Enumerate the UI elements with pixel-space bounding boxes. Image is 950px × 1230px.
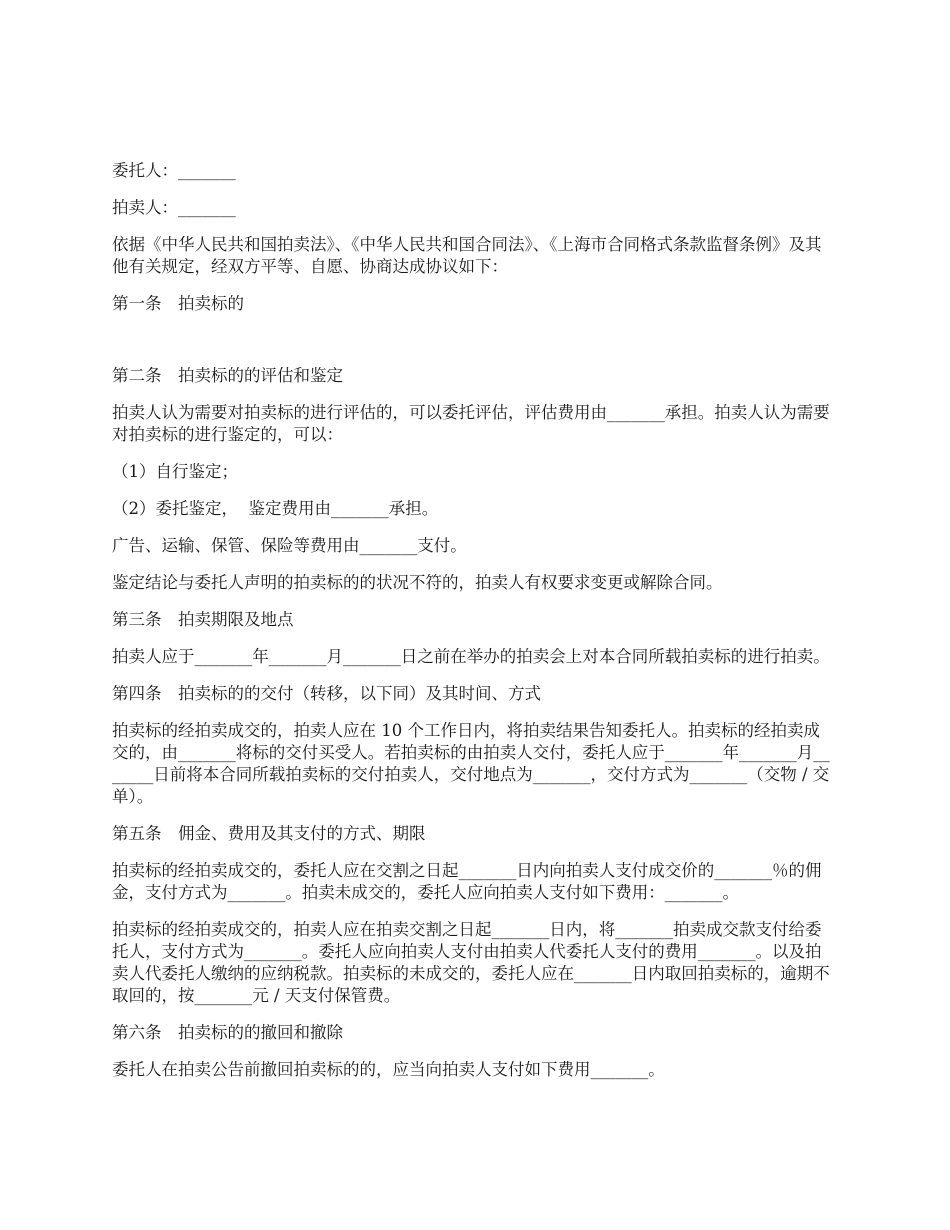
article-6-paragraph-1: 委托人在拍卖公告前撤回拍卖标的的，应当向拍卖人支付如下费用_______。 [112, 1060, 665, 1079]
article-2-paragraph-fees: 广告、运输、保管、保险等费用由_______支付。 [112, 536, 467, 555]
article-2-paragraph-conclusion: 鉴定结论与委托人声明的拍卖标的的状况不符的，拍卖人有权要求变更或解除合同。 [112, 573, 723, 592]
article-1-heading: 第一条 拍卖标的 [112, 294, 244, 313]
client-line: 委托人：_______ [112, 161, 236, 180]
article-4-heading: 第四条 拍卖标的的交付（转移，以下同）及其时间、方式 [112, 684, 541, 703]
legal-basis-paragraph: 依据《中华人民共和国拍卖法》、《中华人民共和国合同法》、《上海市合同格式条款监督条例》及其他有关规定，经双方平等、自愿、协商达成协议如下： [112, 235, 822, 276]
article-2-item-2: （2）委托鉴定， 鉴定费用由_______承担。 [112, 499, 439, 518]
auctioneer-line: 拍卖人：_______ [112, 198, 236, 217]
article-2-paragraph-1: 拍卖人认为需要对拍卖标的进行评估的，可以委托评估，评估费用由_______承担。拍卖人认为需要对拍卖标的进行鉴定的，可以： [112, 403, 830, 444]
contract-document [112, 160, 834, 1096]
article-2-heading: 第二条 拍卖标的的评估和鉴定 [112, 366, 343, 385]
article-4-paragraph-1: 拍卖标的经拍卖成交的，拍卖人应在 10 个工作日内，将拍卖结果告知委托人。拍卖标的经拍卖成交的，由_______将标的交付买受人。若拍卖标的由拍卖人交付，委托人应于_______年_______月_______日前将本合同所载拍卖标的交付拍卖人，交付地点为_______，交付方式为_______（交物 / 交单）。 [112, 721, 830, 806]
article-3-heading: 第三条 拍卖期限及地点 [112, 610, 294, 629]
article-5-paragraph-1: 拍卖标的经拍卖成交的，委托人应在交割之日起_______日内向拍卖人支付成交价的_______％的佣金，支付方式为_______。拍卖未成交的，委托人应向拍卖人支付如下费用：_______。 [112, 861, 822, 902]
article-6-heading: 第六条 拍卖标的的撤回和撤除 [112, 1023, 343, 1042]
article-3-paragraph-1: 拍卖人应于_______年_______月_______日之前在举办的拍卖会上对本合同所载拍卖标的进行拍卖。 [112, 647, 830, 666]
article-5-paragraph-2: 拍卖标的经拍卖成交的，拍卖人应在拍卖交割之日起_______日内，将_______拍卖成交款支付给委托人，支付方式为_______。委托人应向拍卖人支付由拍卖人代委托人支付的费用_______。以及拍卖人代委托人缴纳的应纳税款。拍卖标的未成交的，委托人应在_______日内取回拍卖标的，逾期不取回的，按_______元 / 天支付保管费。 [112, 920, 830, 1005]
article-2-item-1: （1）自行鉴定； [112, 462, 238, 481]
article-5-heading: 第五条 佣金、费用及其支付的方式、期限 [112, 824, 426, 843]
